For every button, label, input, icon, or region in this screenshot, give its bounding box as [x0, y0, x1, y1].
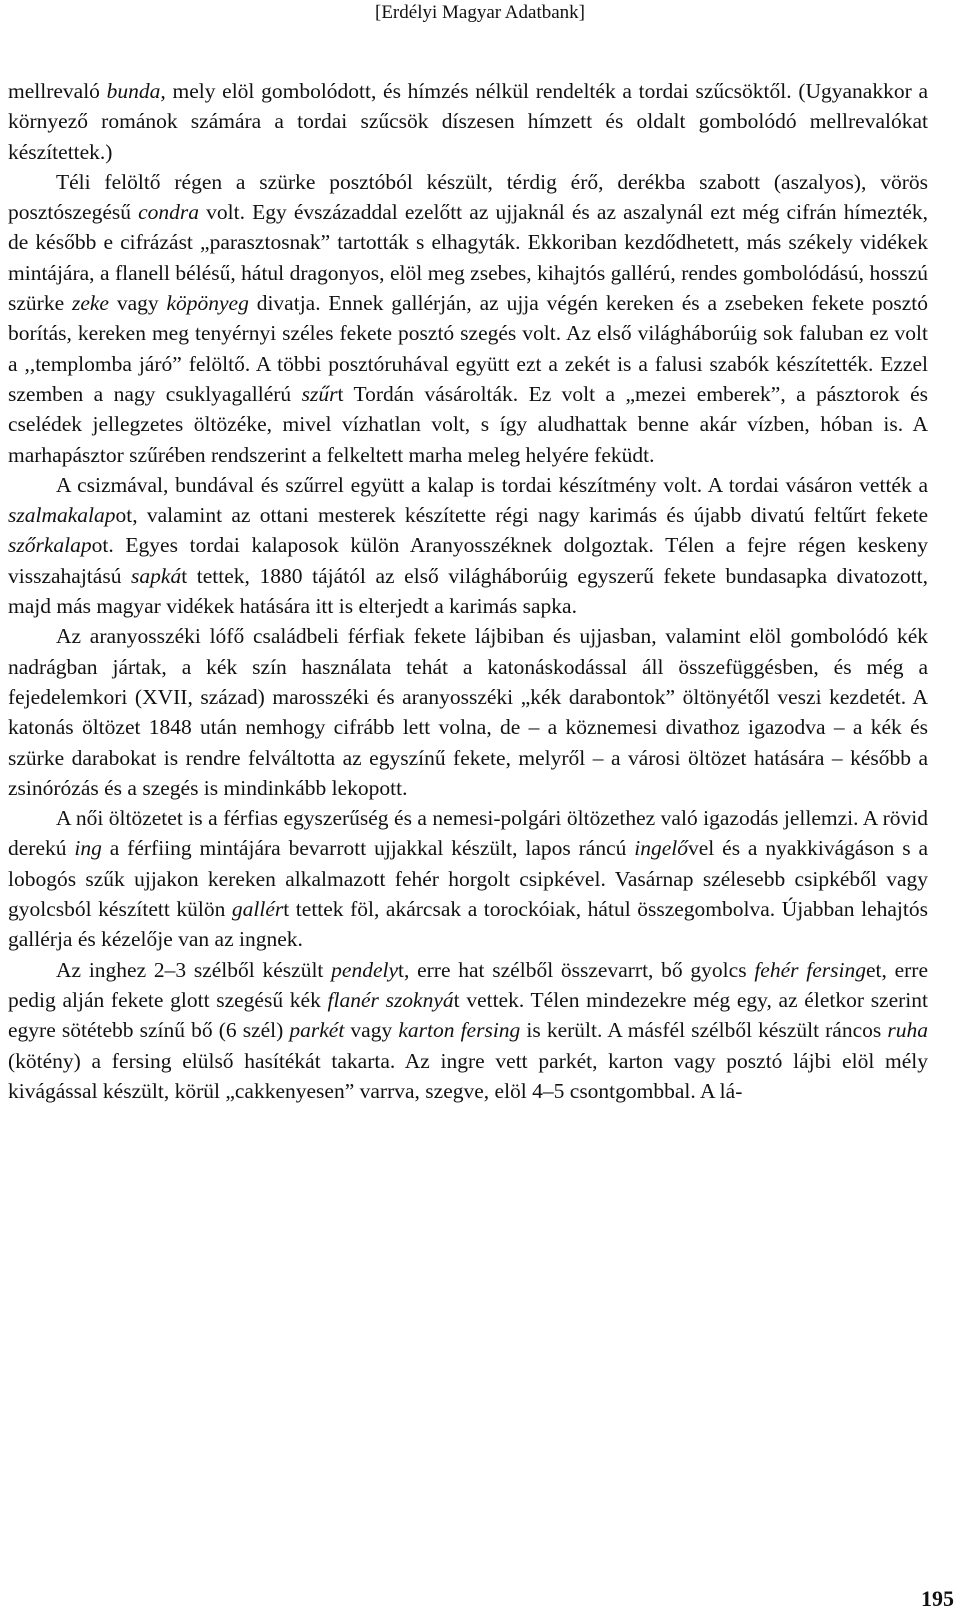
italic-term: ruha: [887, 1018, 928, 1043]
italic-term: szűr: [301, 381, 338, 406]
italic-term: ing: [74, 836, 102, 861]
text-run: t, erre hat szélből összevarrt, bő gyolcs: [398, 957, 755, 982]
italic-term: parkét: [289, 1018, 345, 1043]
text-run: divatja. Ennek gallérján, az ujja végén kereken és a zsebeken fekete posztó borítás, kereken meg tenyérnyi széles fekete posztó szegés volt. Az első világháborúig sok faluban ez volt a ,,templomba járó” felöltő. A többi posztóruhával együtt ezt a zekét is a falusi szabók készítették. Ezzel szemben a nagy csuklyagallérú: [8, 291, 928, 406]
text-run: Téli felöltő régen a szürke posztóból készült, térdig érő, derékba szabott (aszalyos), vörös posztószegésű: [8, 169, 928, 225]
italic-term: karton fersing: [398, 1018, 521, 1043]
italic-term: ingelő: [634, 836, 688, 861]
text-run: t tettek föl, akárcsak a torockóiak, hátul összegombolva. Újabban lehajtós gallérja és kézelője van az ingnek.: [8, 897, 928, 952]
paragraph: [8, 470, 928, 621]
page-number: 195: [921, 1586, 954, 1611]
italic-term: pendely: [331, 957, 399, 982]
text-run: Az inghez 2–3 szélből készült: [56, 957, 332, 982]
paragraph: [8, 76, 928, 167]
paragraph: [8, 167, 928, 470]
italic-term: flanér szoknyá: [327, 987, 454, 1012]
paragraph: [8, 955, 928, 1106]
text-run: mellrevaló: [8, 79, 107, 103]
text-run: t tettek, 1880 tájától az első világháborúig egyszerű fekete bundasapka divatozott, majd más magyar vidékek hatására itt is elterjedt a karimás sapka.: [8, 563, 928, 619]
text-run: vagy: [108, 291, 167, 316]
text-run: vagy: [344, 1018, 399, 1043]
document-body: [8, 76, 928, 1106]
text-run: (kötény) a fersing elülső hasítékát takarta. Az ingre vett parkét, karton vagy posztó lájbi elöl mély kivágással készült, körül „cakkenyesen” varrva, szegve, elöl 4–5 csontgombbal. A lá-: [8, 1048, 928, 1103]
text-run: ot. Egyes tordai kalaposok külön Aranyosszéknek dolgoztak. Télen a fejre régen keskeny visszahajtású: [8, 533, 928, 588]
text-run: mely elöl gombolódott, és hímzés nélkül rendelték a tordai szűcsöktől. (Ugyanakkor a környező románok számára a tordai szűcsök díszesen hímzett és oldalt gombolódó mellrevalókat készítettek.): [8, 79, 928, 164]
italic-term: szőrkalap: [8, 533, 92, 558]
italic-term: condra: [138, 200, 200, 225]
italic-term: zeke: [71, 291, 109, 316]
italic-term: szalmakalap: [8, 503, 116, 528]
text-run: A női öltözetet is a férfias egyszerűség és a nemesi-polgári öltözethez való igazodás jellemzi. A rövid derekú: [8, 806, 928, 861]
text-run: volt. Egy évszázaddal ezelőtt az ujjaknál és az aszalynál ezt még cifrán hímezték, de később e cifrázást „parasztosnak” tartották s elhagyták. Ekkoriban kezdődhetett, más székely vidékek mintájára, a flanell bélésű, hátul dragonyos, elöl meg zsebes, kihajtós gallérú, rendes gombolódású, hosszú szürke: [8, 200, 928, 316]
text-run: is került. A másfél szélből készült ráncos: [520, 1018, 888, 1043]
text-run: A csizmával, bundával és szűrrel együtt a kalap is tordai készítmény volt. A tordai vásáron vették a: [56, 472, 928, 497]
italic-term: gallér: [231, 897, 284, 922]
italic-term: bunda,: [106, 79, 166, 103]
header-title: [Erdélyi Magyar Adatbank]: [375, 2, 585, 23]
text-run: et, erre pedig alján fekete glott szegésű kék: [8, 957, 929, 1012]
text-run: t vettek. Télen mindezekre még egy, az életkor szerint egyre sötétebb színű bő (6 szél): [8, 987, 928, 1043]
text-run: t Tordán vásárolták. Ez volt a „mezei emberek”, a pásztorok és cselédek jellegzetes öltözéke, mivel vízhatlan volt, s így aludhattak benne akár vízben, hóban is. A marhapásztor szűrében rendszerint a felkeltett marha meleg helyére feküdt.: [8, 381, 929, 467]
italic-term: sapká: [131, 563, 182, 588]
text-run: Az aranyosszéki lófő családbeli férfiak fekete lájbiban és ujjasban, valamint elöl gombolódó kék nadrágban jártak, a kék szín használata tehát a katonáskodással áll összefüggésben, és még a fejedelemkori (XVII, század) marosszéki és aranyosszéki „kék darabontok” öltönyétől veszi kezdetét. A katonás öltözet 1848 után nemhogy cifrább lett volna, de – a köznemesi divathoz igazodva – a kék és szürke darabokat is rendre felváltotta az egyszínű fekete, melyről – a városi öltözet hatására – később a zsinórózás és a szegés is mindinkább lekopott.: [8, 624, 928, 800]
text-run: vel és a nyakkivágáson s a lobogós szűk ujjakon kereken alkalmazott fehér horgolt csipkével. Vasárnap szélesebb csipkéből vagy gyolcsból készített külön: [8, 836, 928, 922]
text-run: ot, valamint az ottani mesterek készítette régi nagy karimás és újabb divatú feltűrt fekete: [115, 503, 928, 528]
paragraph: [8, 621, 928, 803]
paragraph: [8, 803, 928, 954]
italic-term: fehér fersing: [754, 957, 866, 982]
text-run: a férfiing mintájára bevarrott ujjakkal készült, lapos ráncú: [101, 836, 635, 861]
italic-term: köpönyeg: [166, 291, 249, 316]
